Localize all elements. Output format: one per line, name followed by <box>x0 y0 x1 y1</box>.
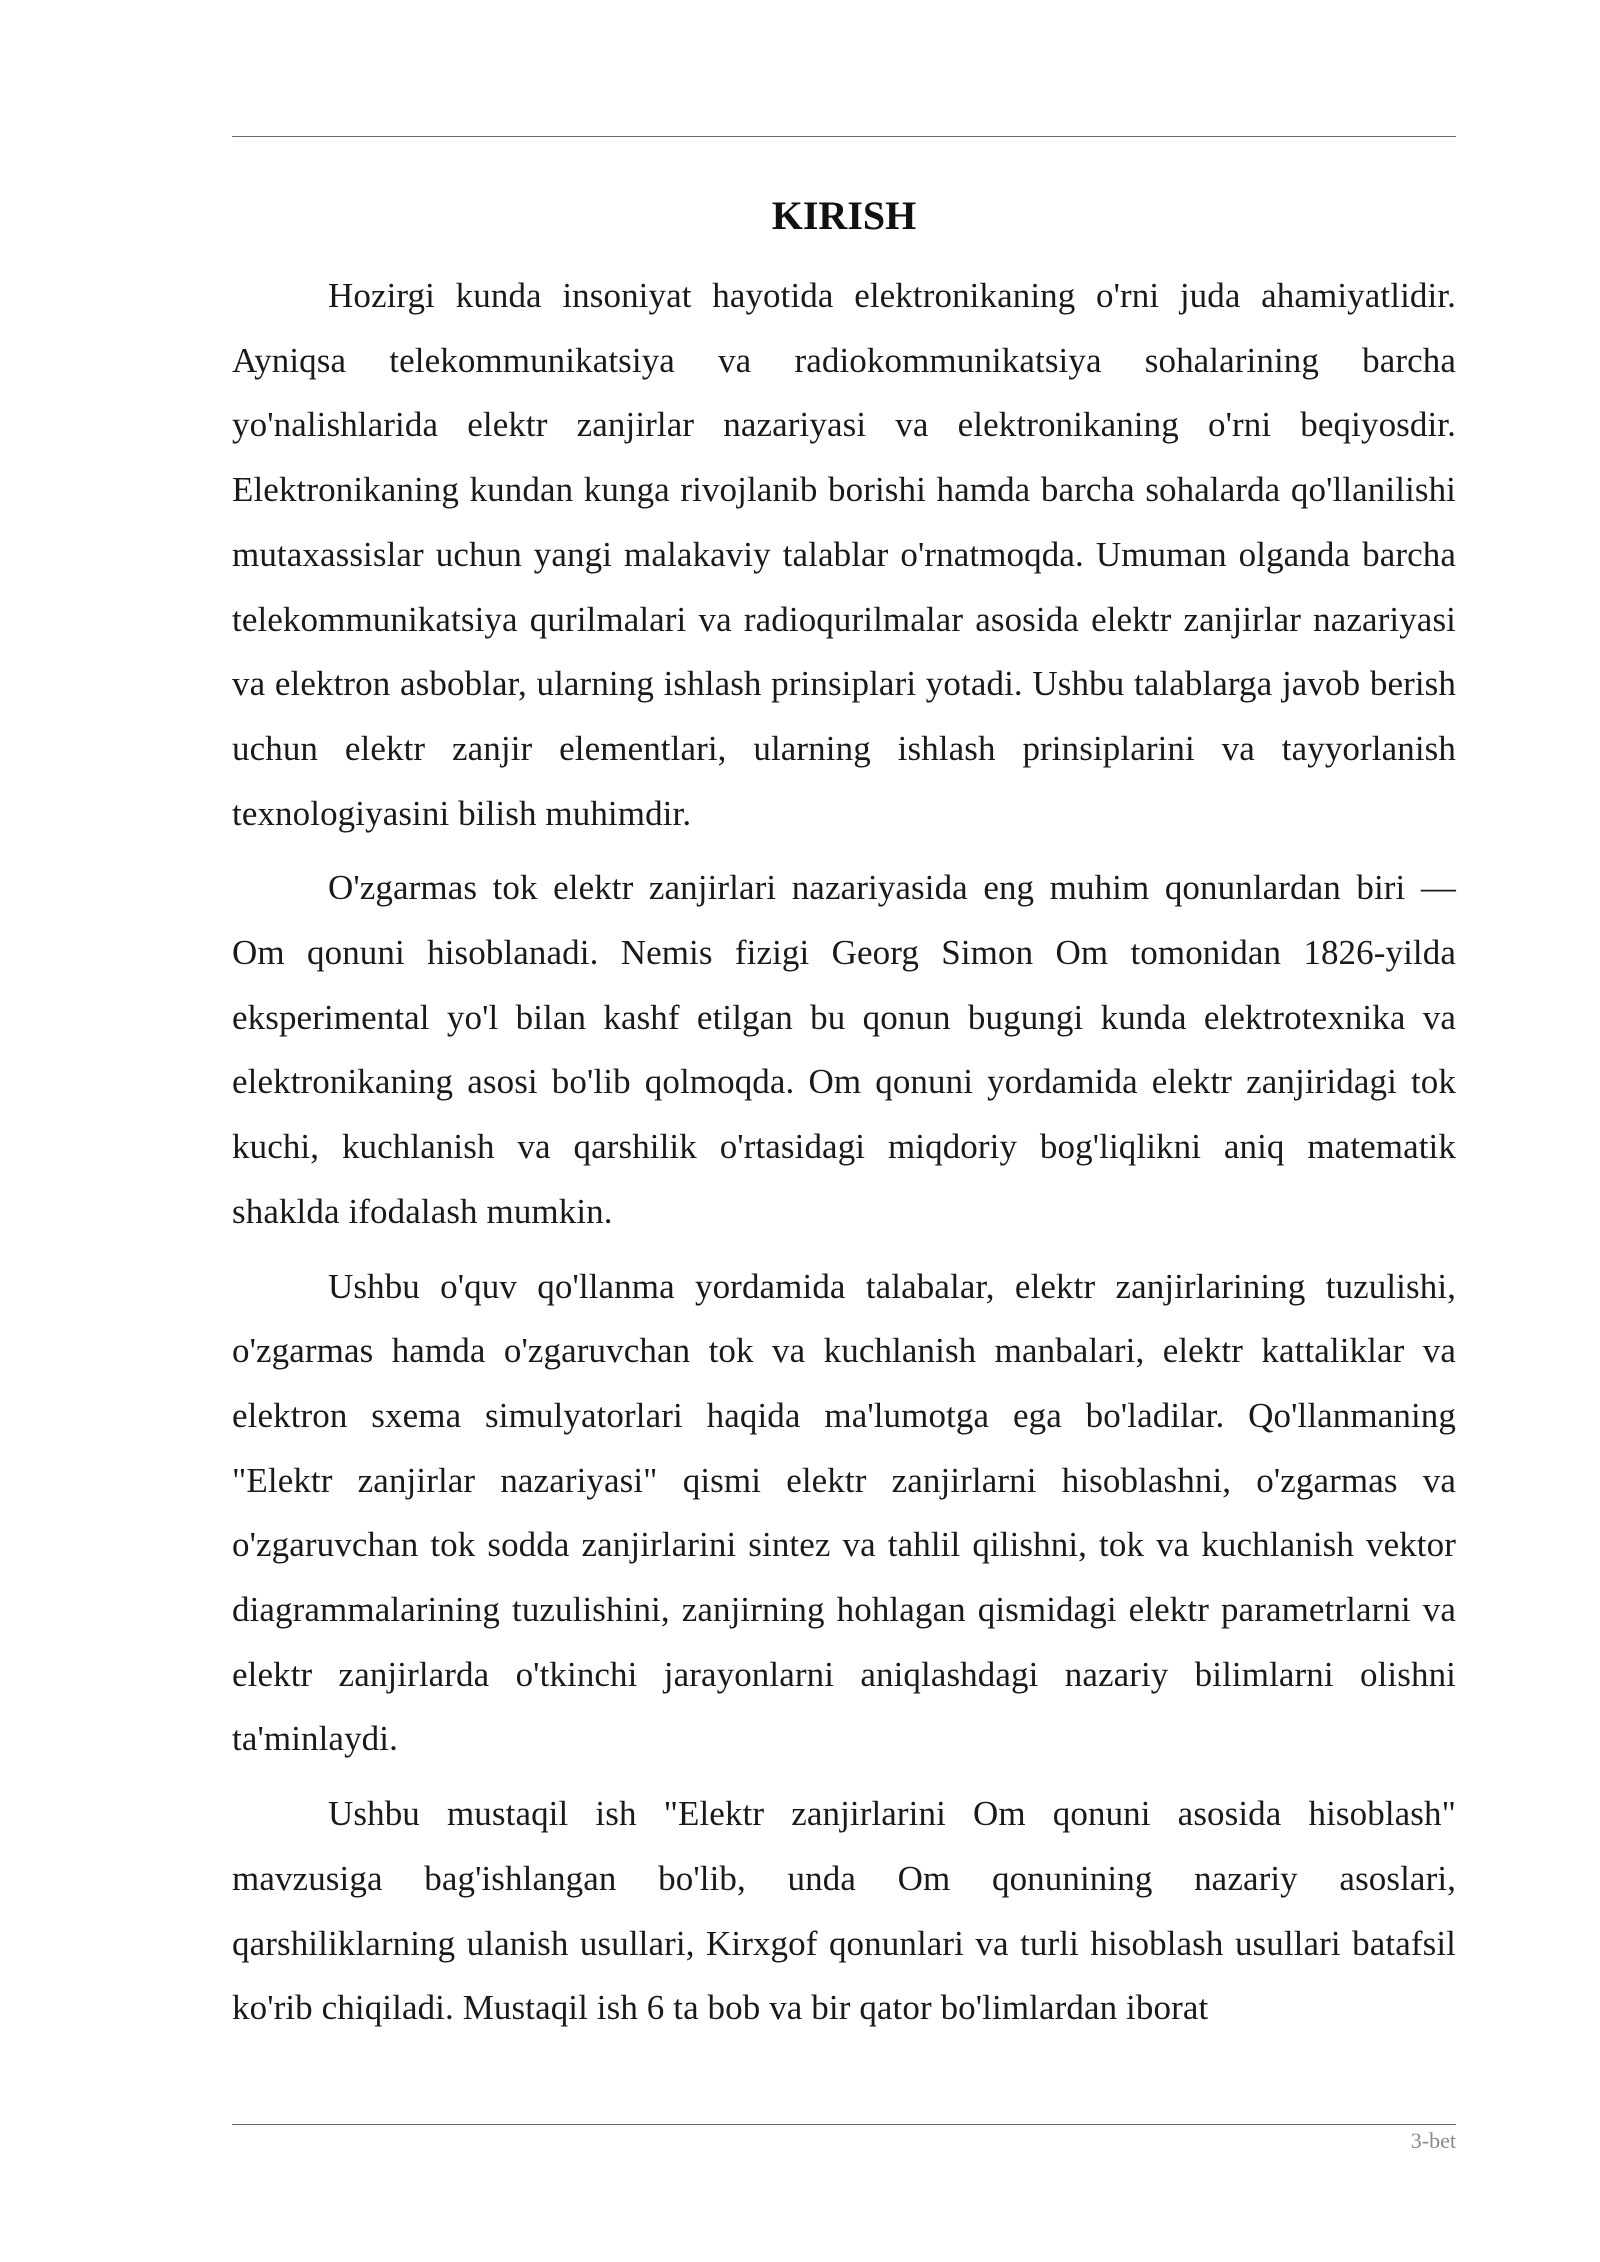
page-number: 3-bet <box>1410 2128 1456 2153</box>
paragraph-2: O'zgarmas tok elektr zanjirlari nazariyasida eng muhim qonunlardan biri — Om qonuni hisoblanadi. Nemis fizigi Georg Simon Om tomonidan 1826-yilda eksperimental yo'l bilan kashf etilgan bu qonun bugungi kunda elektrotexnika va elektronikaning asosi bo'lib qolmoqda. Om qonuni yordamida elektr zanjiridagi tok kuchi, kuchlanish va qarshilik o'rtasidagi miqdoriy bog'liqlikni aniq matematik shaklda ifodalash mumkin. <box>232 868 1456 1231</box>
paragraph-1: Hozirgi kunda insoniyat hayotida elektronikaning o'rni juda ahamiyatlidir. Ayniqsa telekommunikatsiya va radiokommunikatsiya sohalarining barcha yo'nalishlarida elektr zanjirlar nazariyasi va elektronikaning o'rni beqiyosdir. Elektronikaning kundan kunga rivojlanib borishi hamda barcha sohalarda qo'llanilishi mutaxassislar uchun yangi malakaviy talablar o'rnatmoqda. Umuman olganda barcha telekommunikatsiya qurilmalari va radioqurilmalar asosida elektr zanjirlar nazariyasi va elektron asboblar, ularning ishlash prinsiplari yotadi. Ushbu talablarga javob berish uchun elektr zanjir elementlari, ularning ishlash prinsiplarini va tayyorlanish texnologiyasini bilish muhimdir. <box>232 276 1456 833</box>
document-body <box>232 264 1456 2051</box>
paragraph-4: Ushbu mustaqil ish "Elektr zanjirlarini Om qonuni asosida hisoblash" mavzusiga bag'ishlangan bo'lib, unda Om qonunining nazariy asoslari, qarshiliklarning ulanish usullari, Kirxgof qonunlari va turli hisoblash usullari batafsil ko'rib chiqiladi. Mustaqil ish 6 ta bob va bir qator bo'limlardan iborat <box>232 1794 1456 2028</box>
header-rule <box>232 136 1456 137</box>
page-title: KIRISH <box>771 193 917 238</box>
footer-rule <box>232 2124 1456 2125</box>
paragraph-3: Ushbu o'quv qo'llanma yordamida talabalar, elektr zanjirlarining tuzulishi, o'zgarmas hamda o'zgaruvchan tok va kuchlanish manbalari, elektr kattaliklar va elektron sxema simulyatorlari haqida ma'lumotga ega bo'ladilar. Qo'llanmaning "Elektr zanjirlar nazariyasi" qismi elektr zanjirlarni hisoblashni, o'zgarmas va o'zgaruvchan tok sodda zanjirlarini sintez va tahlil qilishni, tok va kuchlanish vektor diagrammalarining tuzulishini, zanjirning hohlagan qismidagi elektr parametrlarni va elektr zanjirlarda o'tkinchi jarayonlarni aniqlashdagi nazariy bilimlarni olishni ta'minlaydi. <box>232 1266 1456 1759</box>
